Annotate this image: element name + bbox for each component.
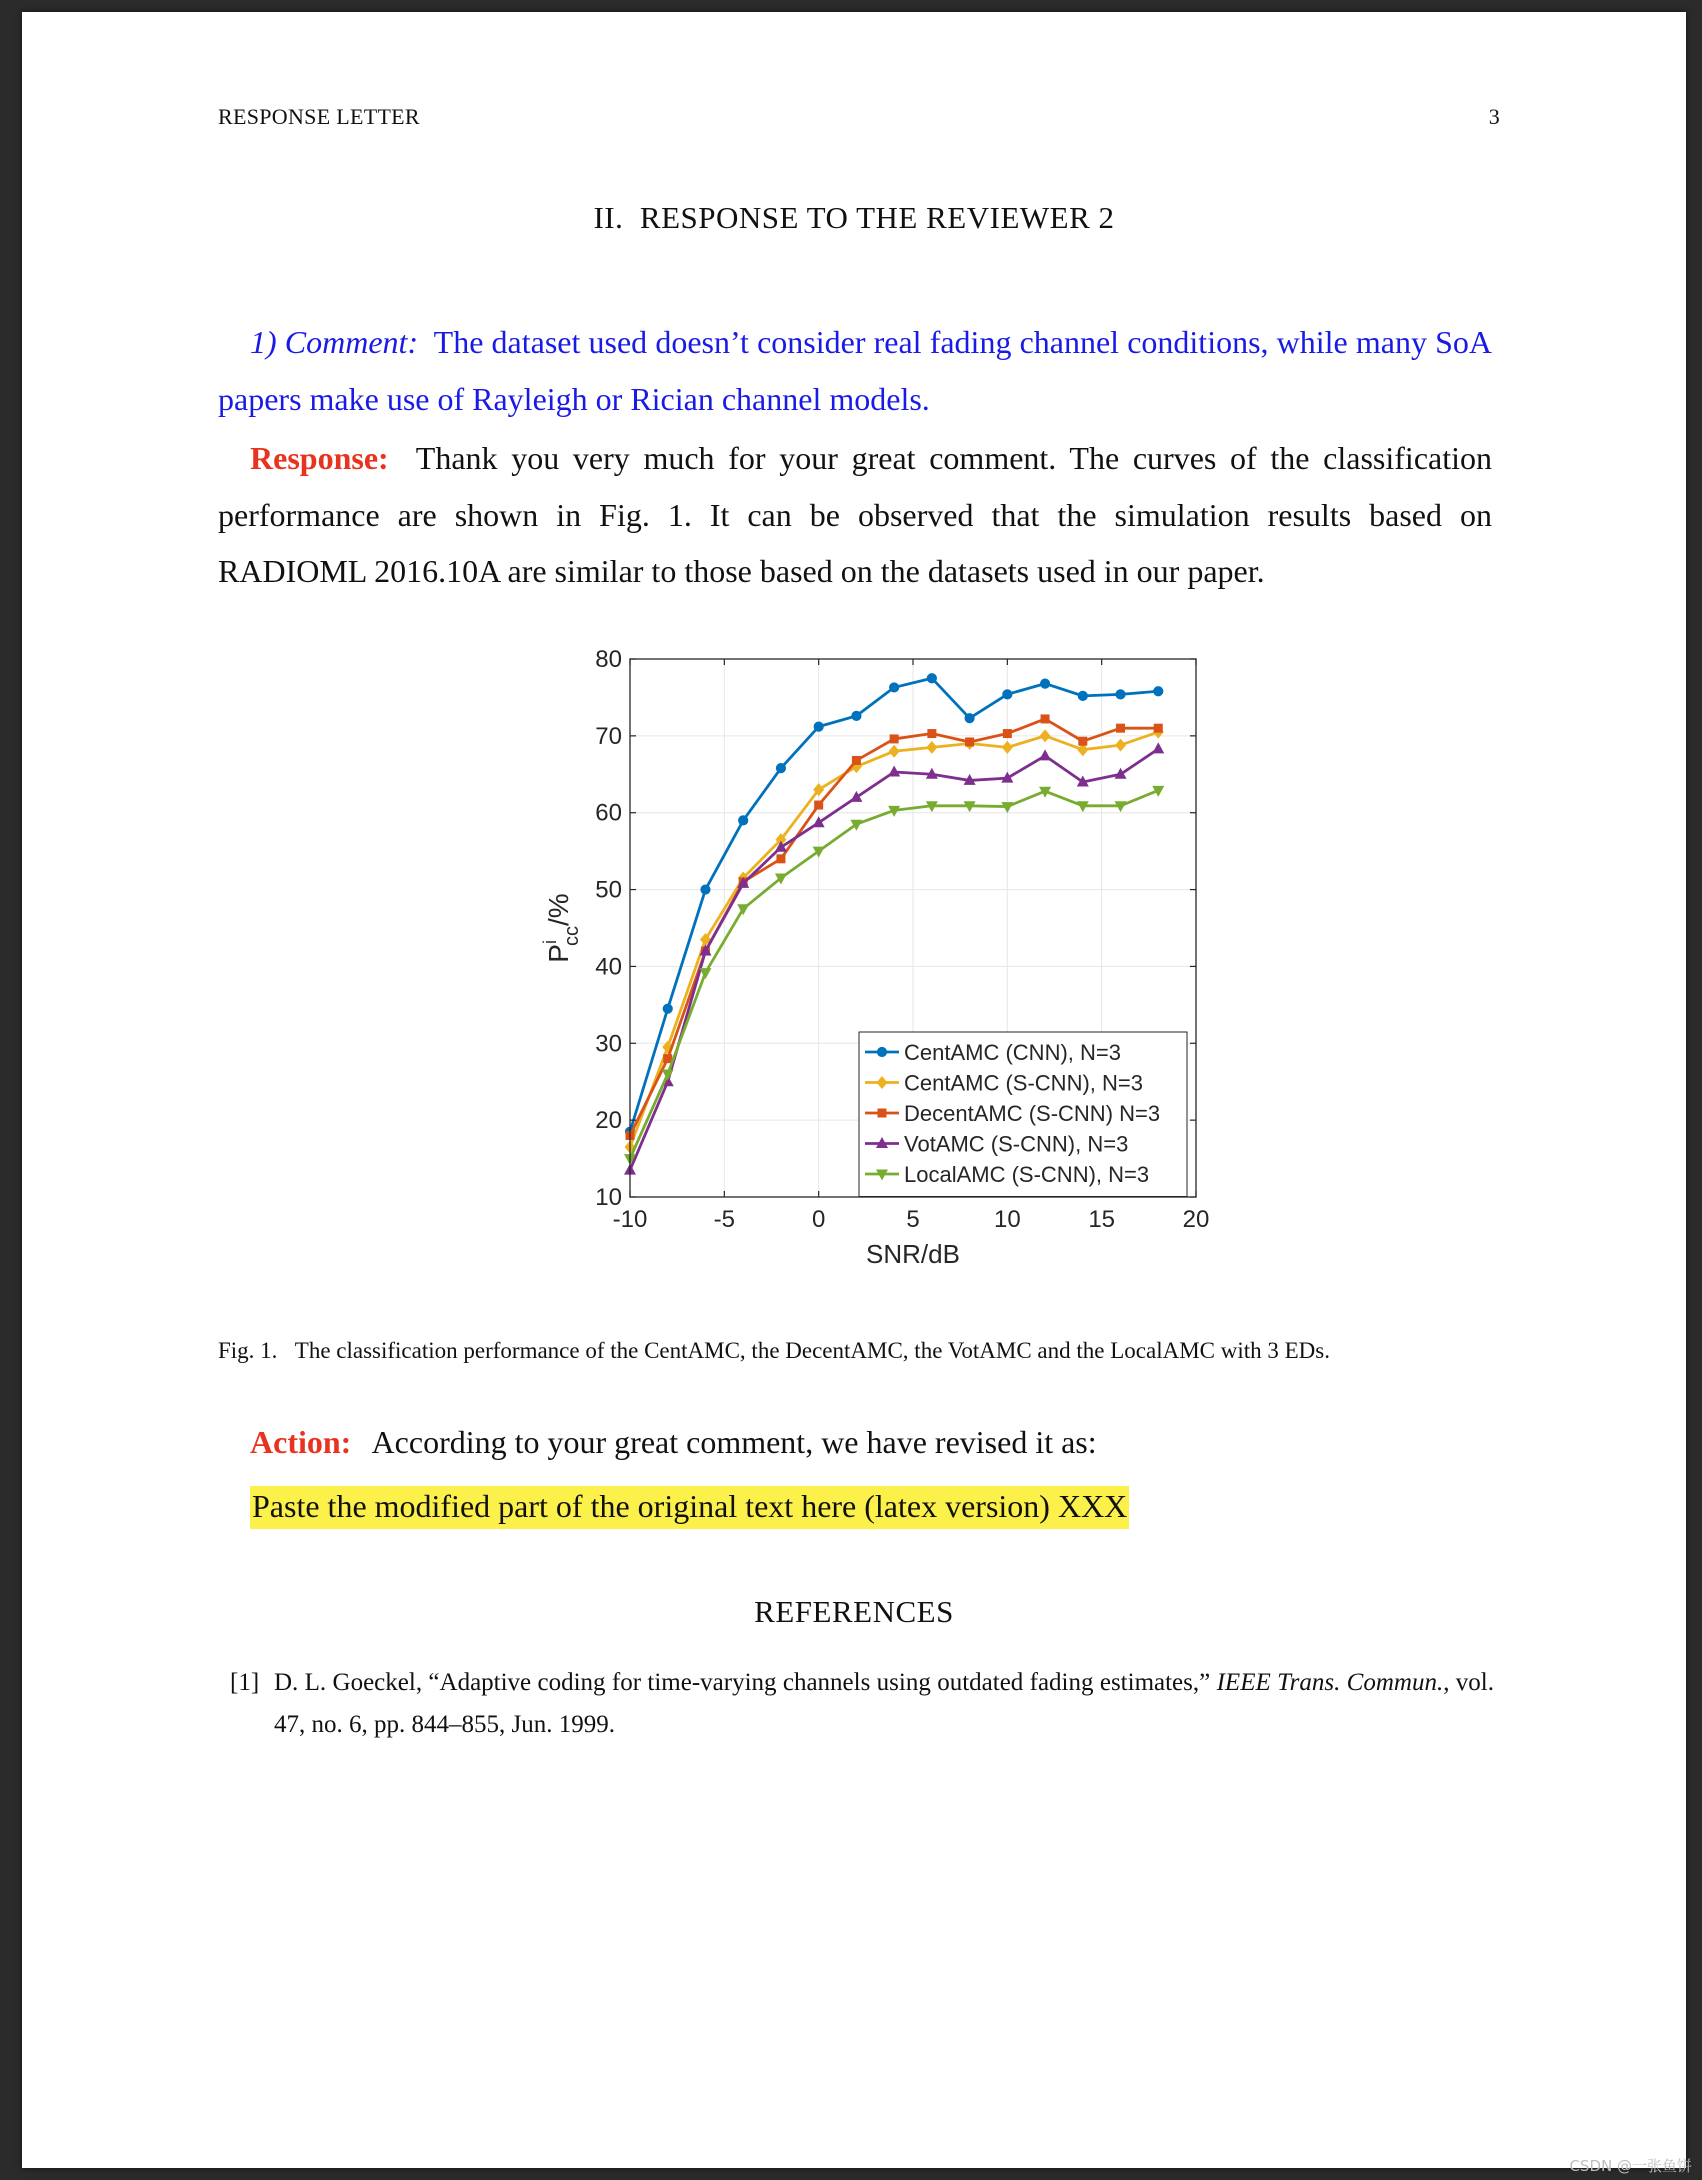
comment-lead: 1) Comment:: [250, 324, 419, 360]
data-point: [776, 854, 785, 863]
legend-label: DecentAMC (S-CNN) N=3: [904, 1101, 1161, 1126]
data-point: [1078, 691, 1087, 700]
y-axis-label-sup: i: [540, 940, 560, 944]
reference-body: [274, 1662, 1494, 1746]
data-point: [852, 756, 861, 765]
legend-label: CentAMC (CNN), N=3: [904, 1040, 1121, 1065]
section-heading: [22, 200, 1686, 236]
data-point: [1041, 714, 1050, 723]
x-tick-label: 15: [1088, 1206, 1116, 1233]
y-axis-label-sub: cc: [561, 926, 583, 946]
x-tick-label: -10: [612, 1206, 648, 1233]
legend-entry-3: [865, 1101, 1160, 1126]
legend-label: CentAMC (S-CNN), N=3: [904, 1070, 1143, 1096]
references-heading-rest: EFERENCES: [775, 1594, 954, 1629]
data-point: [776, 764, 785, 773]
x-tick-label: 0: [811, 1206, 826, 1233]
reference-journal: IEEE Trans. Commun.: [1216, 1669, 1444, 1696]
legend-entry-2: [865, 1071, 1143, 1096]
data-point: [965, 714, 974, 723]
legend-marker: [877, 1047, 886, 1056]
section-word-2-rest: EVIEWER 2: [947, 200, 1115, 235]
highlighted-placeholder: Paste the modified part of the original text here (latex version) XXX: [250, 1486, 1129, 1529]
data-point: [663, 1004, 672, 1013]
author-response: [218, 430, 1492, 600]
figure-1-chart: [518, 627, 1218, 1282]
section-word-1-cap: R: [639, 200, 662, 235]
action-line: [250, 1424, 1097, 1461]
legend-label: VotAMC (S-CNN), N=3: [904, 1131, 1129, 1157]
x-tick-label: -5: [713, 1206, 736, 1233]
reference-item: [230, 1662, 1494, 1746]
data-point: [739, 816, 748, 825]
legend-entry-1: [865, 1040, 1121, 1065]
y-tick-label: 20: [595, 1107, 622, 1135]
figure-label: Fig. 1.: [218, 1338, 278, 1363]
y-axis-label: [540, 893, 583, 962]
chart-svg: [518, 627, 1218, 1282]
data-point: [814, 801, 823, 810]
data-point: [927, 674, 936, 683]
document-page: [22, 12, 1686, 2168]
data-point: [852, 711, 861, 720]
data-point: [701, 885, 710, 894]
running-header: RESPONSE LETTER: [218, 104, 420, 129]
data-point: [1003, 690, 1012, 699]
reference-number: [1]: [230, 1669, 260, 1696]
y-tick-label: 70: [595, 722, 622, 750]
figure-caption: [218, 1338, 1518, 1364]
y-tick-label: 50: [595, 876, 622, 904]
comment-text: The dataset used doesn’t consider real fading channel conditions, while many SoA papers make use of Rayleigh or Rician channel models.: [218, 324, 1493, 417]
watermark: CSDN @一张鱼饼: [1569, 2157, 1692, 2175]
response-text: Thank you very much for your great comment. The curves of the classification performance are shown in Fig. 1. It can be observed that the simulation results based on RADIOML 2016.10A are similar to those based on the datasets used in our paper.: [218, 440, 1492, 589]
data-point: [890, 734, 899, 743]
figure-caption-text: The classification performance of the CentAMC, the DecentAMC, the VotAMC and the LocalAMC with 3 EDs.: [294, 1338, 1330, 1363]
legend-marker: [878, 1109, 887, 1118]
references-heading-cap: R: [754, 1594, 776, 1629]
section-word-1-rest: ESPONSE TO THE: [661, 200, 927, 235]
data-point: [1078, 737, 1087, 746]
y-tick-label: 60: [595, 799, 622, 827]
data-point: [814, 722, 823, 731]
y-tick-label: 30: [595, 1030, 622, 1058]
legend-entry-5: [865, 1162, 1149, 1187]
data-point: [1154, 687, 1163, 696]
references-heading: [22, 1594, 1686, 1630]
data-point: [927, 729, 936, 738]
x-tick-label: 5: [906, 1206, 920, 1233]
data-point: [1003, 729, 1012, 738]
y-tick-label: 80: [595, 646, 622, 673]
data-point: [1116, 690, 1125, 699]
data-point: [965, 738, 974, 747]
x-axis-label: SNR/dB: [866, 1239, 960, 1269]
response-label: Response:: [250, 440, 389, 476]
action-label: Action:: [250, 1424, 352, 1460]
page-number: 3: [1488, 104, 1500, 129]
section-word-2-cap: R: [926, 200, 948, 235]
legend-label: LocalAMC (S-CNN), N=3: [904, 1162, 1150, 1187]
y-tick-label: 10: [595, 1184, 622, 1211]
data-point: [1154, 724, 1163, 733]
reference-authors-title: D. L. Goeckel, “Adaptive coding for time-varying channels using outdated fading estimates,”: [274, 1669, 1217, 1696]
reference-details: , vol. 47, no. 6, pp. 844–855, Jun. 1999.: [274, 1669, 1494, 1738]
data-point: [1116, 724, 1125, 733]
section-number: II.: [593, 200, 624, 235]
y-tick-label: 40: [595, 953, 622, 981]
y-axis-label-main: P: [543, 944, 574, 963]
reviewer-comment: [218, 314, 1492, 427]
data-point: [890, 683, 899, 692]
legend-entry-4: [865, 1132, 1128, 1157]
data-point: [1040, 679, 1049, 688]
action-text: According to your great comment, we have revised it as:: [371, 1424, 1097, 1460]
y-axis-label-tail: /%: [543, 893, 574, 926]
x-tick-label: 20: [1182, 1206, 1210, 1233]
x-tick-label: 10: [993, 1206, 1021, 1233]
